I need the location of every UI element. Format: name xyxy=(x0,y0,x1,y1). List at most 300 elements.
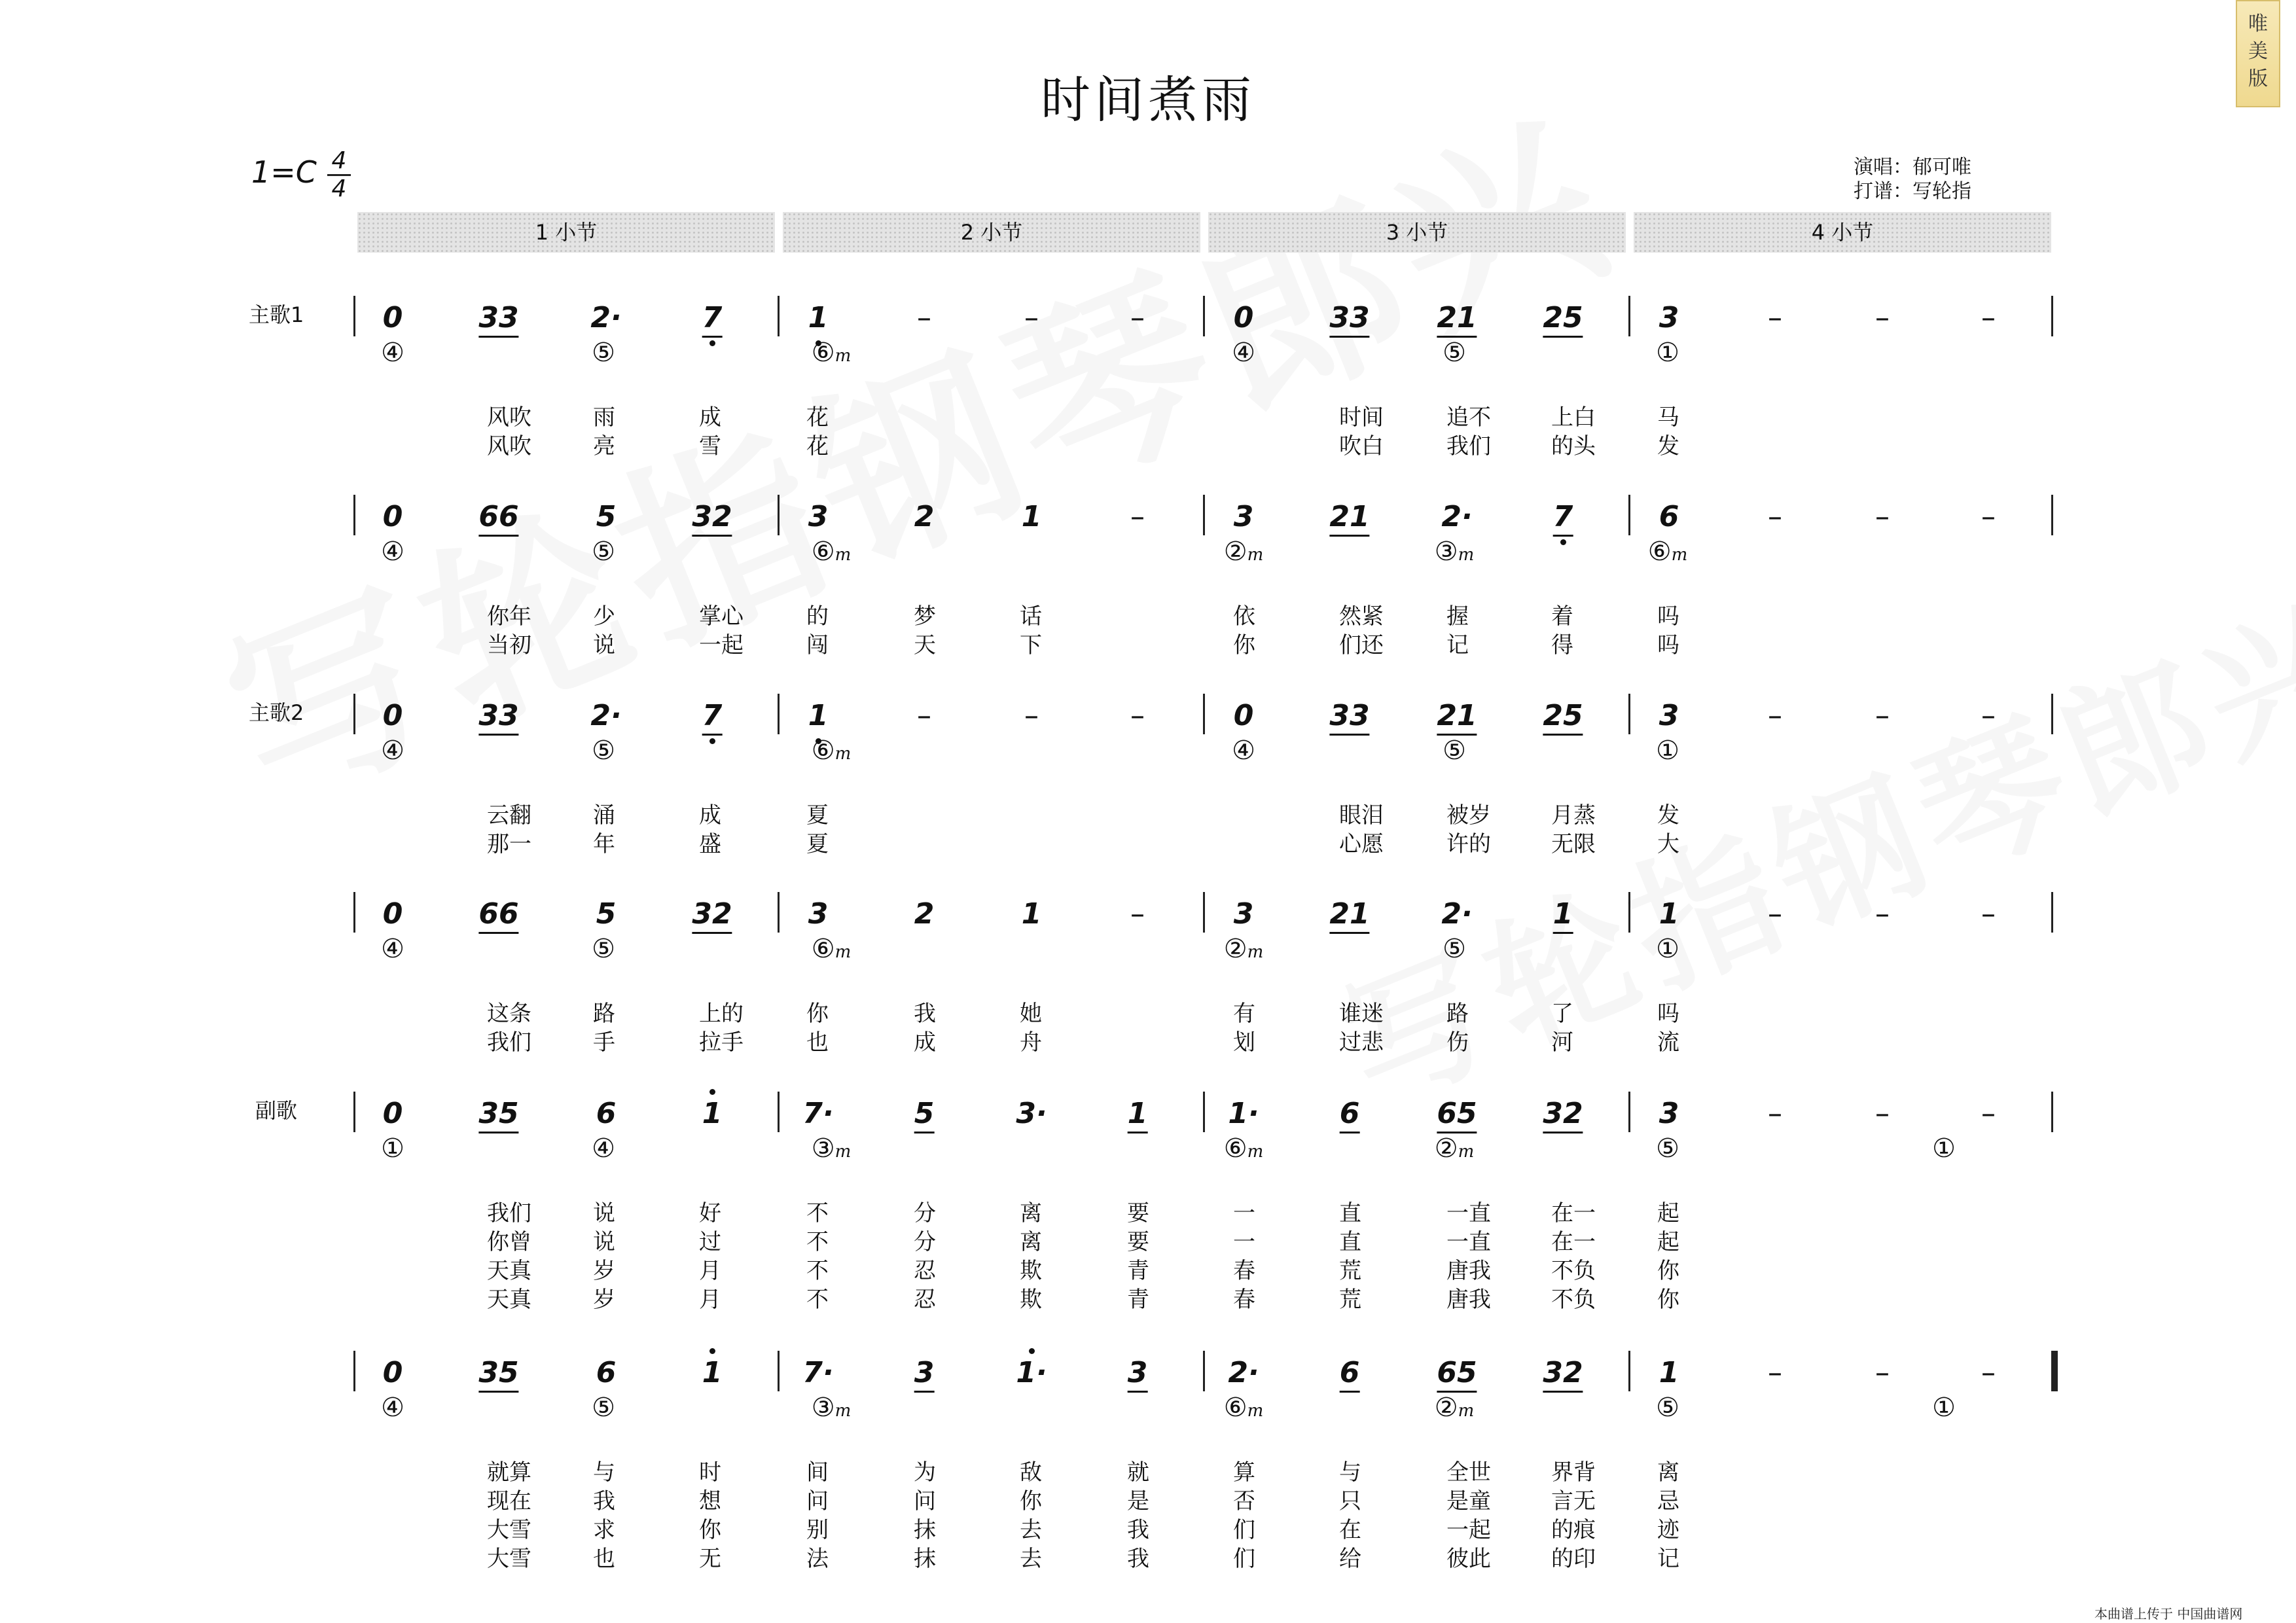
note: 1 xyxy=(1021,500,1042,533)
string-number xyxy=(592,934,615,964)
lyric-syllable: 否 xyxy=(1233,1488,1255,1514)
lyric-syllable: 唐我 xyxy=(1446,1258,1491,1284)
lyric-syllable: 全世 xyxy=(1446,1459,1491,1486)
string-number-symbol: ① xyxy=(1656,338,1679,368)
lyric-syllable: 发 xyxy=(1657,433,1679,459)
lyric-syllable: 夏 xyxy=(806,831,829,857)
note: 2· xyxy=(1441,897,1473,931)
note: 32 xyxy=(1543,1356,1583,1393)
string-number-symbol: ① xyxy=(1656,736,1679,766)
lyric-syllable: 吗 xyxy=(1657,603,1679,630)
lyric-syllable: 们还 xyxy=(1339,632,1384,658)
lyric-syllable: 离 xyxy=(1020,1200,1042,1226)
string-number xyxy=(1224,934,1264,964)
lyric-syllable: 分 xyxy=(914,1229,936,1255)
string-number xyxy=(592,537,615,567)
sustain-dash: – xyxy=(1981,1356,1996,1389)
lyric-syllable: 的痕 xyxy=(1551,1517,1596,1543)
lyric-syllable: 你 xyxy=(699,1517,721,1543)
string-number-symbol: ② xyxy=(1223,537,1247,567)
note: 2· xyxy=(1228,1356,1259,1389)
lyric-syllable: 闯 xyxy=(806,632,829,658)
note: 7 xyxy=(702,699,723,736)
lyric-syllable: 的 xyxy=(806,603,829,630)
note: 7 xyxy=(702,301,723,338)
string-number xyxy=(1648,537,1688,567)
lyric-syllable: 话 xyxy=(1020,603,1042,630)
string-number xyxy=(381,338,404,368)
time-signature-top: 4 xyxy=(327,148,351,176)
lyric-syllable: 离 xyxy=(1657,1459,1679,1486)
lyric-syllable: 舟 xyxy=(1020,1029,1042,1056)
sustain-dash: – xyxy=(1130,301,1145,334)
finger-mark: m xyxy=(1671,545,1688,565)
string-number-symbol: ④ xyxy=(1232,338,1255,368)
lyric-syllable: 一直 xyxy=(1446,1200,1491,1226)
finger-mark: m xyxy=(834,346,852,366)
note: 25 xyxy=(1543,301,1583,338)
sustain-dash: – xyxy=(1130,897,1145,931)
string-number xyxy=(381,1393,404,1423)
note: 1· xyxy=(1016,1356,1047,1389)
sustain-dash: – xyxy=(1981,699,1996,732)
lyric-syllable: 许的 xyxy=(1446,831,1491,857)
lyric-syllable: 手 xyxy=(593,1029,615,1056)
string-number xyxy=(1656,338,1679,368)
lyric-syllable: 与 xyxy=(1339,1459,1361,1486)
sustain-dash: – xyxy=(917,699,931,732)
lyric-syllable: 有 xyxy=(1233,1001,1255,1027)
note: 1 xyxy=(1128,1097,1148,1133)
lyric-syllable: 不 xyxy=(806,1229,829,1255)
lyric-syllable: 说 xyxy=(593,1200,615,1226)
footer-source: 本曲谱上传于 中国曲谱网 xyxy=(2094,1606,2243,1622)
song-title: 时间煮雨 xyxy=(1041,71,1255,129)
note: 65 xyxy=(1437,1097,1477,1133)
string-number-symbol: ① xyxy=(1656,934,1679,964)
lyric-syllable: 路 xyxy=(1446,1001,1469,1027)
string-number xyxy=(592,338,615,368)
note: 1 xyxy=(808,699,829,732)
note: 0 xyxy=(1233,699,1254,732)
lyric-syllable: 迹 xyxy=(1657,1517,1679,1543)
string-number-symbol: ④ xyxy=(1232,736,1255,766)
barline xyxy=(2051,296,2053,336)
string-number-symbol: ⑥ xyxy=(811,537,835,567)
barline xyxy=(1628,495,1630,535)
lyric-syllable: 不负 xyxy=(1551,1258,1596,1284)
lyric-syllable: 是童 xyxy=(1446,1488,1491,1514)
string-number-symbol: ⑤ xyxy=(592,934,615,964)
lyric-syllable: 成 xyxy=(699,404,721,431)
lyric-syllable: 我 xyxy=(1127,1546,1149,1572)
lyric-syllable: 为 xyxy=(914,1459,936,1486)
note: 1 xyxy=(1659,1356,1679,1389)
string-number xyxy=(1224,1393,1264,1423)
barline xyxy=(778,296,780,336)
string-number xyxy=(1656,736,1679,766)
string-number xyxy=(592,1133,615,1164)
string-number xyxy=(812,537,852,567)
lyric-syllable: 一 xyxy=(1233,1200,1255,1226)
note: 25 xyxy=(1543,699,1583,736)
measure-header-3: 3 小节 xyxy=(1208,212,1626,253)
barline xyxy=(353,892,355,933)
lyric-syllable: 成 xyxy=(914,1029,936,1056)
note: 21 xyxy=(1329,897,1369,934)
measure-header-1: 1 小节 xyxy=(357,212,775,253)
lyric-syllable: 我们 xyxy=(1446,433,1491,459)
string-number-symbol: ⑤ xyxy=(1656,1133,1679,1164)
note: 21 xyxy=(1437,699,1477,736)
note: 3 xyxy=(808,897,829,931)
lyric-syllable: 大雪 xyxy=(487,1546,531,1572)
string-number-symbol: ⑥ xyxy=(1223,1393,1247,1423)
lyric-syllable: 她 xyxy=(1020,1001,1042,1027)
lyric-syllable: 你曾 xyxy=(487,1229,531,1255)
lyric-syllable: 青 xyxy=(1127,1287,1149,1313)
lyric-syllable: 被岁 xyxy=(1446,802,1491,829)
lyric-syllable: 河 xyxy=(1551,1029,1573,1056)
sustain-dash: – xyxy=(1875,897,1890,931)
barline xyxy=(1203,892,1205,933)
sustain-dash: – xyxy=(1981,500,1996,533)
lyric-syllable: 你 xyxy=(1020,1488,1042,1514)
finger-mark: m xyxy=(1247,1401,1264,1421)
lyric-syllable: 问 xyxy=(806,1488,829,1514)
lyric-syllable: 月 xyxy=(699,1287,721,1313)
lyric-syllable: 大 xyxy=(1657,831,1679,857)
lyric-syllable: 上的 xyxy=(699,1001,744,1027)
note: 66 xyxy=(478,500,518,537)
lyric-syllable: 无限 xyxy=(1551,831,1596,857)
note: 35 xyxy=(478,1097,518,1133)
note: 3 xyxy=(1233,500,1254,533)
lyric-syllable: 记 xyxy=(1446,632,1469,658)
sustain-dash: – xyxy=(1768,1097,1782,1130)
lyric-syllable: 想 xyxy=(699,1488,721,1514)
string-number xyxy=(1656,1393,1679,1423)
lyric-syllable: 们 xyxy=(1233,1517,1255,1543)
note: 1 xyxy=(702,1097,723,1130)
note: 21 xyxy=(1437,301,1477,338)
note: 5 xyxy=(596,897,617,931)
string-number-symbol: ④ xyxy=(592,1133,615,1164)
note: 33 xyxy=(478,699,518,736)
octave-dot-below xyxy=(1560,539,1566,545)
string-number xyxy=(1656,934,1679,964)
finger-mark: m xyxy=(834,942,852,962)
string-number-symbol: ⑥ xyxy=(811,338,835,368)
lyric-syllable: 路 xyxy=(593,1001,615,1027)
lyric-syllable: 吗 xyxy=(1657,632,1679,658)
string-number-symbol: ① xyxy=(1932,1393,1956,1423)
barline xyxy=(1628,892,1630,933)
string-number xyxy=(1443,338,1466,368)
lyric-syllable: 春 xyxy=(1233,1258,1255,1284)
lyric-syllable: 彼此 xyxy=(1446,1546,1491,1572)
lyric-syllable: 月 xyxy=(699,1258,721,1284)
note: 0 xyxy=(382,1097,403,1130)
note: 2 xyxy=(914,897,935,931)
note: 1 xyxy=(1659,897,1679,931)
lyric-syllable: 掌心 xyxy=(699,603,744,630)
barline xyxy=(1628,296,1630,336)
barline xyxy=(1628,694,1630,734)
lyric-syllable: 抹 xyxy=(914,1546,936,1572)
lyric-syllable: 的头 xyxy=(1551,433,1596,459)
note: 6 xyxy=(596,1097,617,1130)
lyric-syllable: 我 xyxy=(593,1488,615,1514)
lyric-syllable: 抹 xyxy=(914,1517,936,1543)
lyric-syllable: 上白 xyxy=(1551,404,1596,431)
string-number-symbol: ④ xyxy=(381,338,404,368)
note: 0 xyxy=(382,1356,403,1389)
lyric-syllable: 你 xyxy=(1657,1258,1679,1284)
lyric-syllable: 亮 xyxy=(593,433,615,459)
lyric-syllable: 现在 xyxy=(487,1488,531,1514)
string-number-symbol: ⑥ xyxy=(811,934,835,964)
note: 0 xyxy=(382,897,403,931)
barline xyxy=(353,1351,355,1391)
section-label-verse2: 主歌2 xyxy=(249,700,304,725)
lyric-syllable: 一起 xyxy=(1446,1517,1491,1543)
barline xyxy=(353,1092,355,1132)
lyric-syllable: 伤 xyxy=(1446,1029,1469,1056)
lyric-syllable: 过 xyxy=(699,1229,721,1255)
note: 1 xyxy=(1021,897,1042,931)
finger-mark: m xyxy=(1458,1142,1475,1162)
string-number xyxy=(381,1133,404,1164)
lyric-syllable: 别 xyxy=(806,1517,829,1543)
sustain-dash: – xyxy=(1130,500,1145,533)
barline xyxy=(2051,694,2053,734)
barline xyxy=(2051,1351,2058,1391)
lyric-syllable: 是 xyxy=(1127,1488,1149,1514)
string-number xyxy=(1435,1393,1475,1423)
note: 6 xyxy=(1340,1356,1360,1393)
note: 3 xyxy=(1128,1356,1148,1393)
sustain-dash: – xyxy=(1768,500,1782,533)
barline xyxy=(778,495,780,535)
octave-dot-above xyxy=(709,1348,715,1354)
lyric-syllable: 时间 xyxy=(1339,404,1384,431)
string-number xyxy=(1443,736,1466,766)
sustain-dash: – xyxy=(1981,1097,1996,1130)
octave-dot-above xyxy=(1029,1348,1035,1354)
lyric-syllable: 欺 xyxy=(1020,1287,1042,1313)
string-number xyxy=(812,934,852,964)
string-number xyxy=(381,934,404,964)
note: 5 xyxy=(914,1097,935,1133)
edition-badge xyxy=(2236,0,2280,107)
note: 33 xyxy=(1329,301,1369,338)
singer-credit: 演唱：郁可唯 xyxy=(1854,156,1971,179)
finger-mark: m xyxy=(1458,1401,1475,1421)
string-number-symbol: ⑤ xyxy=(592,338,615,368)
sustain-dash: – xyxy=(1024,699,1039,732)
lyric-syllable: 求 xyxy=(593,1517,615,1543)
lyric-syllable: 然紧 xyxy=(1339,603,1384,630)
lyric-syllable: 了 xyxy=(1551,1001,1573,1027)
note: 35 xyxy=(478,1356,518,1393)
lyric-syllable: 花 xyxy=(806,404,829,431)
key-signature: 1=C xyxy=(251,154,317,190)
time-signature-bottom: 4 xyxy=(331,175,347,202)
note: 0 xyxy=(382,500,403,533)
finger-mark: m xyxy=(1247,942,1264,962)
octave-dot-below xyxy=(709,738,715,744)
lyric-syllable: 只 xyxy=(1339,1488,1361,1514)
sustain-dash: – xyxy=(917,301,931,334)
sustain-dash: – xyxy=(1130,699,1145,732)
note: 6 xyxy=(1340,1097,1360,1133)
string-number xyxy=(812,736,852,766)
string-number-symbol: ③ xyxy=(811,1133,835,1164)
string-number-symbol: ⑤ xyxy=(1656,1393,1679,1423)
sustain-dash: – xyxy=(1875,1356,1890,1389)
lyric-syllable: 要 xyxy=(1127,1229,1149,1255)
lyric-syllable: 一直 xyxy=(1446,1229,1491,1255)
lyric-syllable: 岁 xyxy=(593,1287,615,1313)
lyric-syllable: 好 xyxy=(699,1200,721,1226)
lyric-syllable: 荒 xyxy=(1339,1287,1361,1313)
lyric-syllable: 风吹 xyxy=(487,404,531,431)
lyric-syllable: 间 xyxy=(806,1459,829,1486)
lyric-syllable: 起 xyxy=(1657,1200,1679,1226)
note: 1 xyxy=(702,1356,723,1389)
string-number-symbol: ⑤ xyxy=(1443,338,1466,368)
lyric-syllable: 云翻 xyxy=(487,802,531,829)
lyric-syllable: 大雪 xyxy=(487,1517,531,1543)
badge-char-3: 版 xyxy=(2248,67,2268,90)
string-number-symbol: ⑥ xyxy=(1647,537,1672,567)
lyric-syllable: 梦 xyxy=(914,603,936,630)
note: 2· xyxy=(590,301,622,334)
lyric-syllable: 忍 xyxy=(914,1258,936,1284)
lyric-syllable: 给 xyxy=(1339,1546,1361,1572)
note: 7· xyxy=(802,1356,834,1389)
lyric-syllable: 也 xyxy=(806,1029,829,1056)
lyric-syllable: 花 xyxy=(806,433,829,459)
finger-mark: m xyxy=(834,1401,852,1421)
note: 3 xyxy=(914,1356,935,1393)
string-number xyxy=(1224,537,1264,567)
barline xyxy=(778,1351,780,1391)
lyric-syllable: 起 xyxy=(1657,1229,1679,1255)
lyric-syllable: 流 xyxy=(1657,1029,1679,1056)
lyric-syllable: 在 xyxy=(1339,1517,1361,1543)
note: 1 xyxy=(1553,897,1573,934)
string-number-symbol: ④ xyxy=(381,537,404,567)
string-number-symbol: ④ xyxy=(381,736,404,766)
lyric-syllable: 我 xyxy=(1127,1517,1149,1543)
lyric-syllable: 在一 xyxy=(1551,1229,1596,1255)
lyric-syllable: 法 xyxy=(806,1546,829,1572)
sustain-dash: – xyxy=(1875,500,1890,533)
lyric-syllable: 就 xyxy=(1127,1459,1149,1486)
sustain-dash: – xyxy=(1875,301,1890,334)
octave-dot-above xyxy=(709,1089,715,1095)
lyric-syllable: 着 xyxy=(1551,603,1573,630)
lyric-syllable: 忌 xyxy=(1657,1488,1679,1514)
lyric-syllable: 涌 xyxy=(593,802,615,829)
lyric-syllable: 这条 xyxy=(487,1001,531,1027)
lyric-syllable: 们 xyxy=(1233,1546,1255,1572)
note: 32 xyxy=(1543,1097,1583,1133)
note: 33 xyxy=(478,301,518,338)
lyric-syllable: 握 xyxy=(1446,603,1469,630)
string-number-symbol: ④ xyxy=(381,1393,404,1423)
lyric-syllable: 时 xyxy=(699,1459,721,1486)
barline xyxy=(2051,1092,2053,1132)
lyric-syllable: 你 xyxy=(806,1001,829,1027)
lyric-syllable: 下 xyxy=(1020,632,1042,658)
note: 0 xyxy=(382,301,403,334)
barline xyxy=(353,694,355,734)
badge-char-2: 美 xyxy=(2248,40,2268,63)
lyric-syllable: 要 xyxy=(1127,1200,1149,1226)
sustain-dash: – xyxy=(1768,301,1782,334)
string-number xyxy=(381,537,404,567)
string-number xyxy=(1435,537,1475,567)
string-number xyxy=(381,736,404,766)
lyric-syllable: 马 xyxy=(1657,404,1679,431)
barline xyxy=(1203,694,1205,734)
lyric-syllable: 记 xyxy=(1657,1546,1679,1572)
lyric-syllable: 与 xyxy=(593,1459,615,1486)
lyric-syllable: 荒 xyxy=(1339,1258,1361,1284)
string-number-symbol: ② xyxy=(1434,1133,1458,1164)
note: 32 xyxy=(692,500,732,537)
note: 6 xyxy=(1659,500,1679,533)
lyric-syllable: 依 xyxy=(1233,603,1255,630)
lyric-syllable: 欺 xyxy=(1020,1258,1042,1284)
note: 5 xyxy=(596,500,617,533)
lyric-syllable: 无 xyxy=(699,1546,721,1572)
lyric-syllable: 言无 xyxy=(1551,1488,1596,1514)
lyric-syllable: 岁 xyxy=(593,1258,615,1284)
string-number-symbol: ① xyxy=(381,1133,404,1164)
lyric-syllable: 你年 xyxy=(487,603,531,630)
lyric-syllable: 一 xyxy=(1233,1229,1255,1255)
lyric-syllable: 春 xyxy=(1233,1287,1255,1313)
finger-mark: m xyxy=(834,545,852,565)
lyric-syllable: 拉手 xyxy=(699,1029,744,1056)
lyric-syllable: 界背 xyxy=(1551,1459,1596,1486)
note: 7· xyxy=(802,1097,834,1130)
lyric-syllable: 少 xyxy=(593,603,615,630)
string-number xyxy=(1435,1133,1475,1164)
note: 2· xyxy=(1441,500,1473,533)
lyric-syllable: 吗 xyxy=(1657,1001,1679,1027)
sustain-dash: – xyxy=(1768,897,1782,931)
barline xyxy=(2051,892,2053,933)
string-number xyxy=(1443,934,1466,964)
string-number xyxy=(812,338,852,368)
string-number-symbol: ⑤ xyxy=(1443,934,1466,964)
lyric-syllable: 天真 xyxy=(487,1258,531,1284)
note: 3· xyxy=(1016,1097,1047,1130)
barline xyxy=(1203,1092,1205,1132)
lyric-syllable: 分 xyxy=(914,1200,936,1226)
barline xyxy=(1203,495,1205,535)
lyric-syllable: 青 xyxy=(1127,1258,1149,1284)
finger-mark: m xyxy=(834,1142,852,1162)
octave-dot-below xyxy=(709,340,715,346)
lyric-syllable: 也 xyxy=(593,1546,615,1572)
finger-mark: m xyxy=(1247,545,1264,565)
